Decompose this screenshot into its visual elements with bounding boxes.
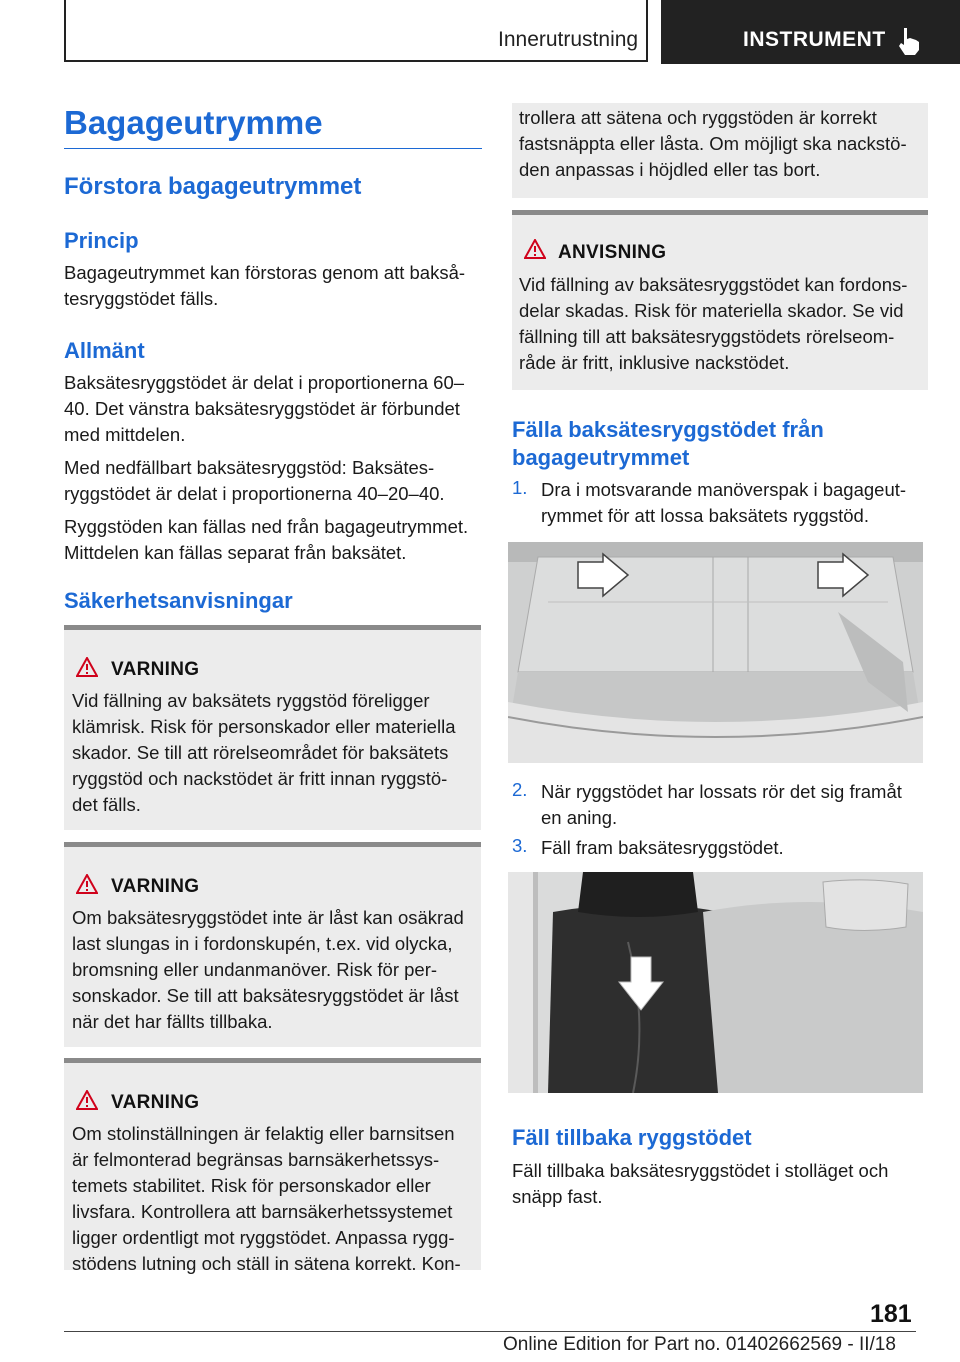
safety-heading: Säkerhetsanvisningar: [64, 588, 293, 613]
notice-box: [512, 210, 928, 390]
warning-box: [64, 625, 481, 830]
step-number: 1.: [512, 477, 528, 498]
header-section-label: Innerutrustning: [498, 28, 639, 51]
fold-heading: Fälla baksätesryggstödet från bagageutrymmet: [512, 417, 824, 470]
foldback-heading: Fäll tillbaka ryggstödet: [512, 1125, 752, 1150]
warning-text: Vid fällning av baksätets ryggstöd föreligger klämrisk. Risk för personskador eller materiella skador. Se till att rörelseområdet för baksätets ryggstöd och nackstödet är fritt innan ryggstö- det fälls.: [72, 690, 456, 815]
general-paragraph-1: Baksätesryggstödet är delat i proportionerna 60– 40. Det vänstra baksätesryggstödet är förbundet med mittdelen.: [64, 372, 465, 445]
title-rule: [64, 148, 482, 149]
hand-pointer-icon: [896, 26, 922, 56]
warning-box: [64, 842, 481, 1047]
warning-continuation-box: [512, 103, 928, 198]
step-number: 2.: [512, 779, 528, 800]
warning-text: Om stolinställningen är felaktig eller barnsitsen är felmonterad begränsas barnsäkerhetssys- temets stabilitet. Risk för personskador eller livsfara. Kontrollera att barnsäkerhetssystemet ligger ordentligt mot ryggstödet. Anpassa rygg- stödens lutning och ställ in sätena korrekt. Kon-: [72, 1123, 461, 1274]
footer-rule: [64, 1331, 916, 1332]
step-text: När ryggstödet har lossats rör det sig framåt en aning.: [541, 781, 902, 828]
warning-text: Om baksätesryggstödet inte är låst kan osäkrad last slungas in i fordonskupén, t.ex. vid olycka, bromsning eller undanmanöver. Risk för per- sonskador. Se till att baksätesryggstödet är låst när det har fällts tillbaka.: [72, 907, 464, 1032]
warning-title: VARNING: [111, 659, 200, 680]
warning-triangle-icon: [76, 1090, 98, 1110]
warning-title: VARNING: [111, 876, 200, 897]
notice-triangle-icon: [524, 239, 546, 259]
page-title: Bagageutrymme: [64, 104, 323, 141]
general-heading: Allmänt: [64, 338, 145, 363]
warning-triangle-icon: [76, 657, 98, 677]
general-paragraph-3: Ryggstöden kan fällas ned från bagageutrymmet. Mittdelen kan fällas separat från baksätet.: [64, 516, 469, 563]
foldback-text: Fäll tillbaka baksätesryggstödet i stolläget och snäpp fast.: [512, 1160, 889, 1207]
warning-continuation-text: trollera att sätena och ryggstöden är korrekt fastsnäppta eller låsta. Om möjligt ska nackstö- den anpassas i höjdled eller tas bort.: [519, 107, 907, 180]
principle-text: Bagageutrymmet kan förstoras genom att bakså- tesryggstödet fälls.: [64, 262, 466, 309]
notice-text: Vid fällning av baksätesryggstödet kan fordons- delar skadas. Risk för materiella skador. Se vid fällning till att baksätesryggstödets rörelseom- råde är fritt, inklusive nackstödet.: [519, 274, 908, 373]
seat-illustration: [508, 872, 923, 1093]
header-chapter-label: INSTRUMENT: [743, 28, 886, 51]
warning-box: [64, 1058, 481, 1274]
warning-title: VARNING: [111, 1092, 200, 1113]
section-title: Förstora bagageutrymmet: [64, 173, 362, 200]
warning-triangle-icon: [76, 874, 98, 894]
principle-heading: Princip: [64, 228, 139, 253]
step-number: 3.: [512, 835, 528, 856]
step-text: Dra i motsvarande manöverspak i bagageut- rymmet för att lossa baksätets ryggstöd.: [541, 479, 907, 526]
trunk-illustration: [508, 542, 923, 763]
footer-edition: Online Edition for Part no. 01402662569 - II/18: [503, 1334, 896, 1355]
general-paragraph-2: Med nedfällbart baksätesryggstöd: Baksätes- ryggstödet är delat i proportionerna 40–20–40.: [64, 457, 445, 504]
step-text: Fäll fram baksätesryggstödet.: [541, 837, 784, 858]
notice-title: ANVISNING: [558, 242, 667, 263]
page-number: 181: [870, 1300, 912, 1328]
